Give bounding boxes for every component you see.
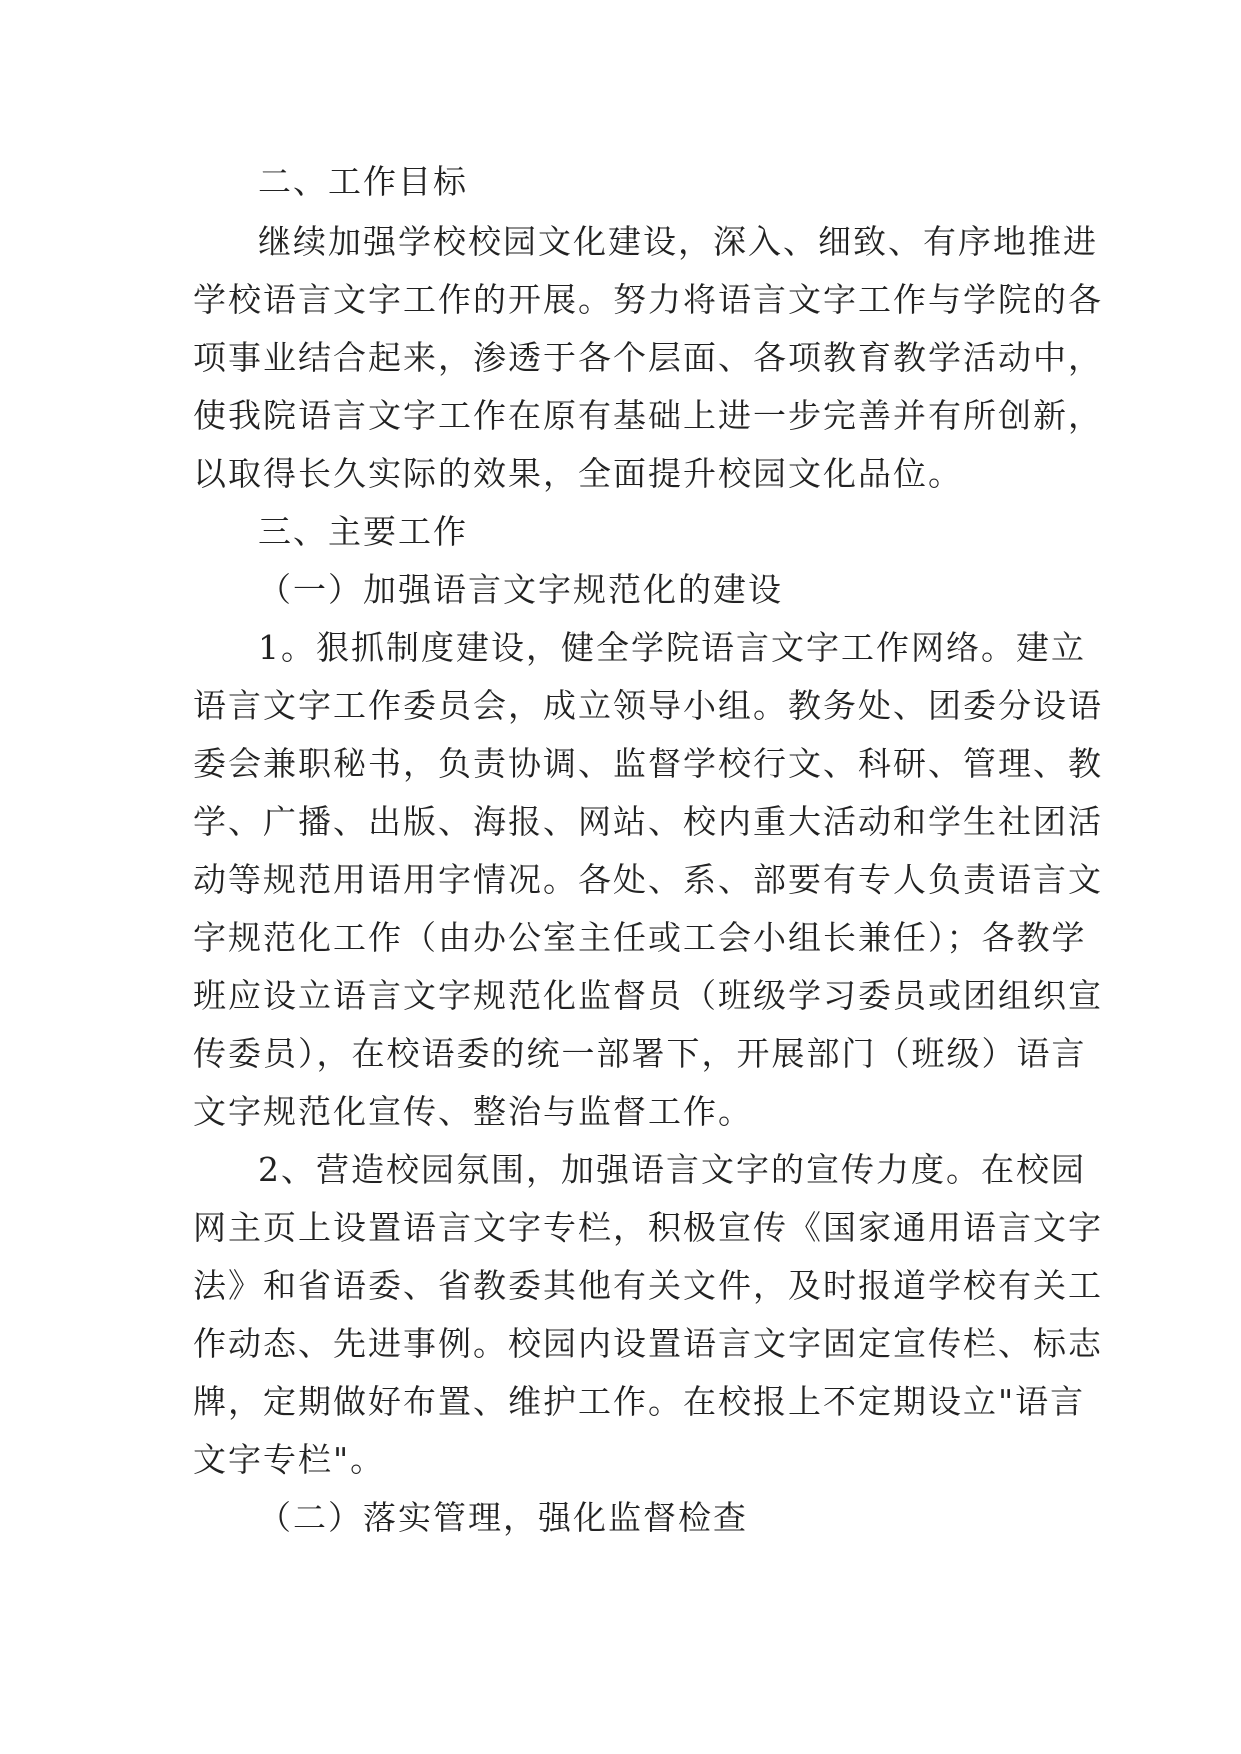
subheading-line [0, 561, 1241, 619]
paragraph-text: 委会兼职秘书，负责协调、监督学校行文、科研、管理、教 [193, 744, 1103, 783]
paragraph-text: 项事业结合起来，渗透于各个层面、各项教育教学活动中， [193, 338, 1103, 377]
paragraph-text: 法》和省语委、省教委其他有关文件，及时报道学校有关工 [193, 1266, 1103, 1305]
paragraph-text: 学、广播、出版、海报、网站、校内重大活动和学生社团活 [193, 802, 1103, 841]
paragraph-line [0, 387, 1241, 445]
paragraph-text: 使我院语言文字工作在原有基础上进一步完善并有所创新， [193, 396, 1103, 435]
paragraph-line [0, 1083, 1241, 1141]
paragraph-text: 2、营造校园氛围，加强语言文字的宣传力度。在校园 [258, 1150, 1086, 1189]
paragraph-line [0, 1025, 1241, 1083]
paragraph-text: 以取得长久实际的效果，全面提升校园文化品位。 [193, 454, 963, 493]
paragraph-line [0, 213, 1241, 271]
paragraph-line [0, 1199, 1241, 1257]
paragraph-line [0, 1315, 1241, 1373]
heading-text: 三、主要工作 [258, 512, 468, 551]
paragraph-line [0, 1373, 1241, 1431]
paragraph-text: 文字规范化宣传、整治与监督工作。 [193, 1092, 753, 1131]
subheading-text: （二）落实管理，强化监督检查 [258, 1498, 748, 1537]
heading-text: 二、工作目标 [258, 162, 468, 201]
paragraph-text: 传委员），在校语委的统一部署下，开展部门（班级）语言 [193, 1034, 1087, 1073]
paragraph-line [0, 619, 1241, 677]
paragraph-text: 网主页上设置语言文字专栏，积极宣传《国家通用语言文字 [193, 1208, 1103, 1247]
paragraph-text: 学校语言文字工作的开展。努力将语言文字工作与学院的各 [193, 280, 1103, 319]
paragraph-text: 1。狠抓制度建设，健全学院语言文字工作网络。建立 [258, 628, 1086, 667]
subheading-text: （一）加强语言文字规范化的建设 [258, 570, 783, 609]
paragraph-line [0, 1431, 1241, 1489]
paragraph-line [0, 851, 1241, 909]
section-heading-main-work [0, 503, 1241, 561]
paragraph-text: 作动态、先进事例。校园内设置语言文字固定宣传栏、标志 [193, 1324, 1103, 1363]
paragraph-line [0, 271, 1241, 329]
paragraph-text: 文字专栏"。 [193, 1440, 386, 1479]
paragraph-line [0, 1141, 1241, 1199]
paragraph-text: 班应设立语言文字规范化监督员（班级学习委员或团组织宣 [193, 976, 1103, 1015]
paragraph-line [0, 445, 1241, 503]
paragraph-line [0, 1257, 1241, 1315]
paragraph-text: 动等规范用语用字情况。各处、系、部要有专人负责语言文 [193, 860, 1103, 899]
paragraph-line [0, 735, 1241, 793]
paragraph-text: 继续加强学校校园文化建设，深入、细致、有序地推进 [258, 222, 1098, 261]
paragraph-line [0, 793, 1241, 851]
paragraph-text: 字规范化工作（由办公室主任或工会小组长兼任）；各教学 [193, 918, 1087, 957]
paragraph-text: 牌，定期做好布置、维护工作。在校报上不定期设立"语言 [193, 1382, 1086, 1421]
paragraph-line [0, 677, 1241, 735]
subheading-line [0, 1489, 1241, 1547]
section-heading-goals [0, 153, 1241, 211]
paragraph-line [0, 909, 1241, 967]
paragraph-text: 语言文字工作委员会，成立领导小组。教务处、团委分设语 [193, 686, 1103, 725]
paragraph-line [0, 329, 1241, 387]
paragraph-line [0, 967, 1241, 1025]
